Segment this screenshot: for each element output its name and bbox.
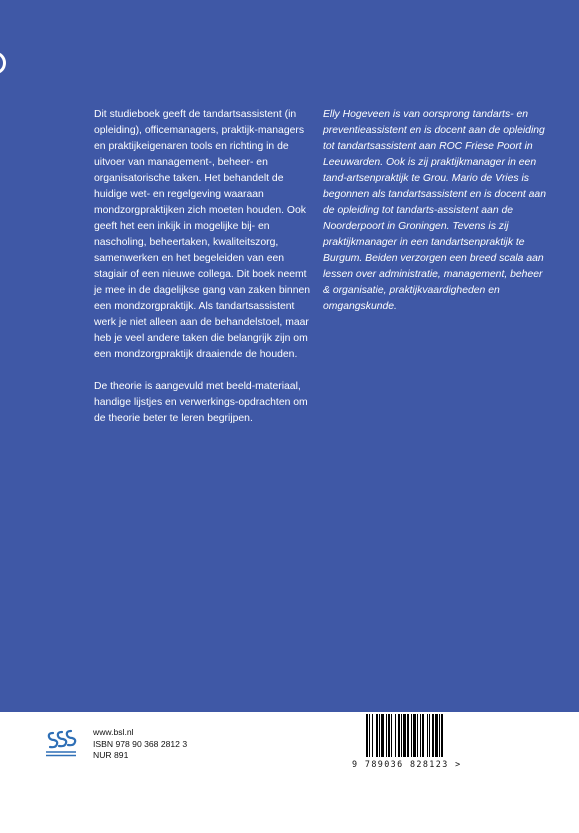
- barcode-digits: 9 789036 828123 >: [352, 759, 462, 769]
- blurb-paragraph-2: De theorie is aangevuld met beeld-materiaal, handige lijstjes en verwerkings-opdrachten om de theorie beter te leren begrijpen.: [94, 381, 308, 424]
- publisher-website: www.bsl.nl: [93, 727, 134, 737]
- authors-bio: Elly Hogeveen is van oorsprong tandarts- en preventieassistent en is docent aan de opleiding tot tandartsassistent aan ROC Friese Poort in Leeuwarden. Ook is zij praktijkmanager in een tand-artsenpraktijk te Grou. Mario de Vries is begonnen als tandartsassistent en is docent aan de opleiding tot tandarts-assistent aan de Noorderpoort in Groningen. Tevens is zij praktijkmanager in een tandartsenpraktijk te Burgum. Beiden verzorgen een breed scala aan lessen over administratie, management, beheer & organisatie, praktijkvaardigheden en omgangskunde.: [323, 109, 546, 312]
- isbn-text: ISBN 978 90 368 2812 3: [93, 738, 188, 749]
- blurb-paragraph-1: Dit studieboek geeft de tandartsassistent (in opleiding), officemanagers, praktijk-managers en praktijkeigenaren tools en richting in de uitvoer van management-, beheer- en organisatorische taken. Het behandelt de huidige wet- en regelgeving waaraan mondzorgpraktijken zich moeten houden. Ook geeft het een inkijk in mogelijke bij- en nascholing, beheertaken, kwaliteitszorg, samenwerken en het begeleiden van een stagiair of een nieuwe collega. Dit boek neemt je mee in de dagelijkse gang van zaken binnen een mondzorgpraktijk. Als tandartsassistent werk je niet alleen aan de behandelstoel, maar heb je veel andere taken die belangrijk zijn om een mondzorgpraktijk draaiende de houden.: [94, 109, 311, 360]
- isbn-barcode: [366, 714, 470, 757]
- publisher-info: [93, 727, 187, 762]
- edge-ring-mark: [0, 52, 6, 74]
- nur-code: NUR 891: [93, 750, 129, 760]
- publisher-logo-icon: [44, 728, 78, 758]
- blurb-column: [94, 107, 312, 427]
- footer-strip: [0, 712, 579, 833]
